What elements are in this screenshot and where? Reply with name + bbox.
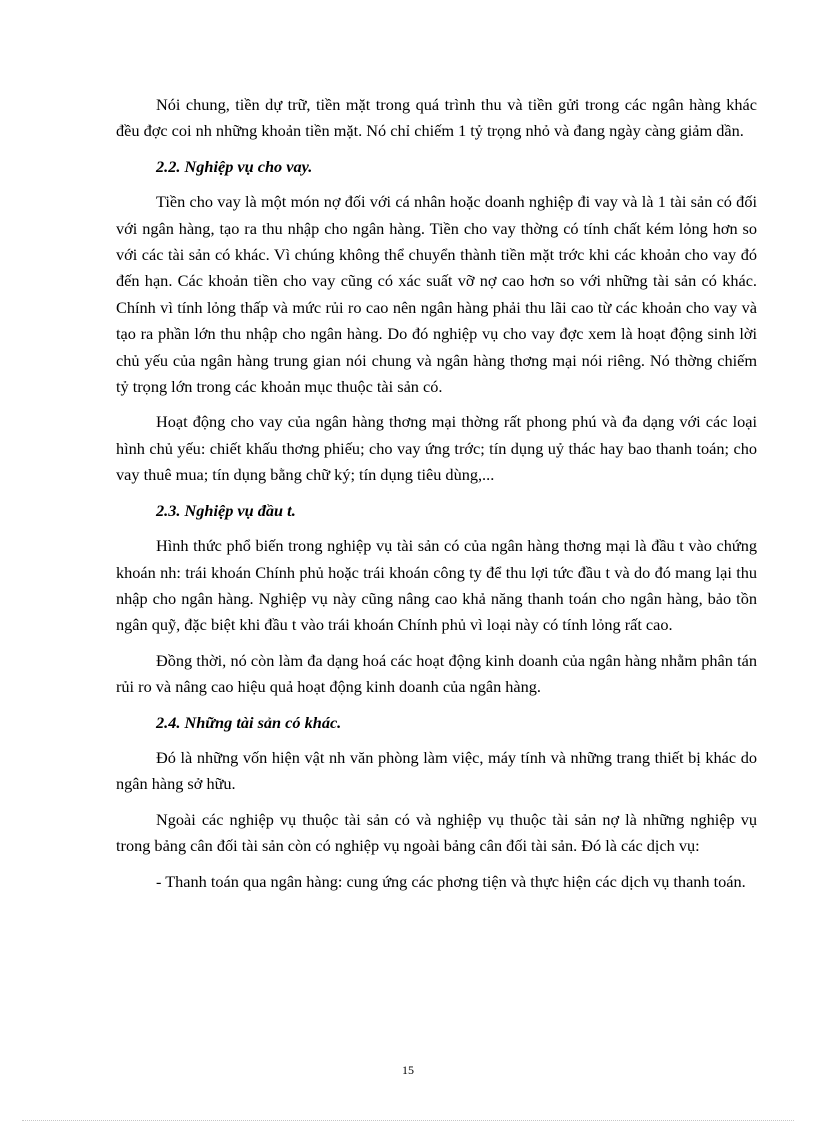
paragraph-loans: Tiền cho vay là một món nợ đối với cá nhân hoặc doanh nghiệp đi vay và là 1 tài sản có đối với ngân hàng, tạo ra thu nhập cho ngân hàng. Tiền cho vay thờng có tính chất kém lỏng hơn so với các tài sản có khác. Vì chúng không thể chuyển thành tiền mặt trớc khi các khoản cho vay đó đến hạn. Các khoản tiền cho vay cũng có xác suất vỡ nợ cao hơn so với những tài sản có khác. Chính vì tính lỏng thấp và mức rủi ro cao nên ngân hàng phải thu lãi cao từ các khoản cho vay và tạo ra phần lớn thu nhập cho ngân hàng. Do đó nghiệp vụ cho vay đợc xem là hoạt động sinh lời chủ yếu của ngân hàng trung gian nói chung và ngân hàng thơng mại nói riêng. Nó thờng chiếm tỷ trọng lớn trong các khoản mục thuộc tài sản có. — [116, 192, 757, 397]
paragraph-off-balance: Ngoài các nghiệp vụ thuộc tài sản có và nghiệp vụ thuộc tài sản nợ là những nghiệp vụ trong bảng cân đối tài sản còn có nghiệp vụ ngoài bảng cân đối tài sản. Đó là các dịch vụ: — [116, 809, 757, 856]
paragraph-cash-reserves: Nói chung, tiền dự trữ, tiền mặt trong quá trình thu và tiền gửi trong các ngân hàng khác đều đợc coi nh những khoản tiền mặt. Nó chỉ chiếm 1 tỷ trọng nhỏ và đang ngày càng giảm dần. — [116, 95, 757, 141]
paragraph-physical-assets: Đó là những vốn hiện vật nh văn phòng làm việc, máy tính và những trang thiết bị khác do ngân hàng sở hữu. — [116, 747, 757, 794]
heading-lending: 2.2. Nghiệp vụ cho vay. — [156, 156, 313, 176]
document-body — [116, 92, 757, 904]
heading-investment: 2.3. Nghiệp vụ đầu t. — [156, 500, 296, 520]
footer-divider — [22, 1120, 794, 1121]
paragraph-investment: Hình thức phổ biến trong nghiệp vụ tài sản có của ngân hàng thơng mại là đầu t vào chứng khoán nh: trái khoán Chính phủ hoặc trái khoán công ty để thu lợi tức đầu t và do đó mang lại thu nhập cho ngân hàng. Nghiệp vụ này cũng nâng cao khả năng thanh toán cho ngân hàng, bảo tồn ngân quỹ, đặc biệt khi đầu t vào trái khoán Chính phủ vì loại này có tính lỏng rất cao. — [116, 536, 757, 635]
page-number: 15 — [402, 1063, 414, 1077]
paragraph-lending-types: Hoạt động cho vay của ngân hàng thơng mại thờng rất phong phú và đa dạng với các loại hình chủ yếu: chiết khấu thơng phiếu; cho vay ứng trớc; tín dụng uỷ thác hay bao thanh toán; cho vay thuê mua; tín dụng bằng chữ ký; tín dụng tiêu dùng,... — [116, 412, 757, 485]
paragraph-diversification: Đồng thời, nó còn làm đa dạng hoá các hoạt động kinh doanh của ngân hàng nhằm phân tán rủi ro và nâng cao hiệu quả hoạt động kinh doanh của ngân hàng. — [116, 650, 757, 697]
paragraph-payment-services: - Thanh toán qua ngân hàng: cung ứng các phơng tiện và thực hiện các dịch vụ thanh toán. — [156, 871, 746, 891]
heading-other-assets: 2.4. Những tài sản có khác. — [156, 712, 342, 732]
